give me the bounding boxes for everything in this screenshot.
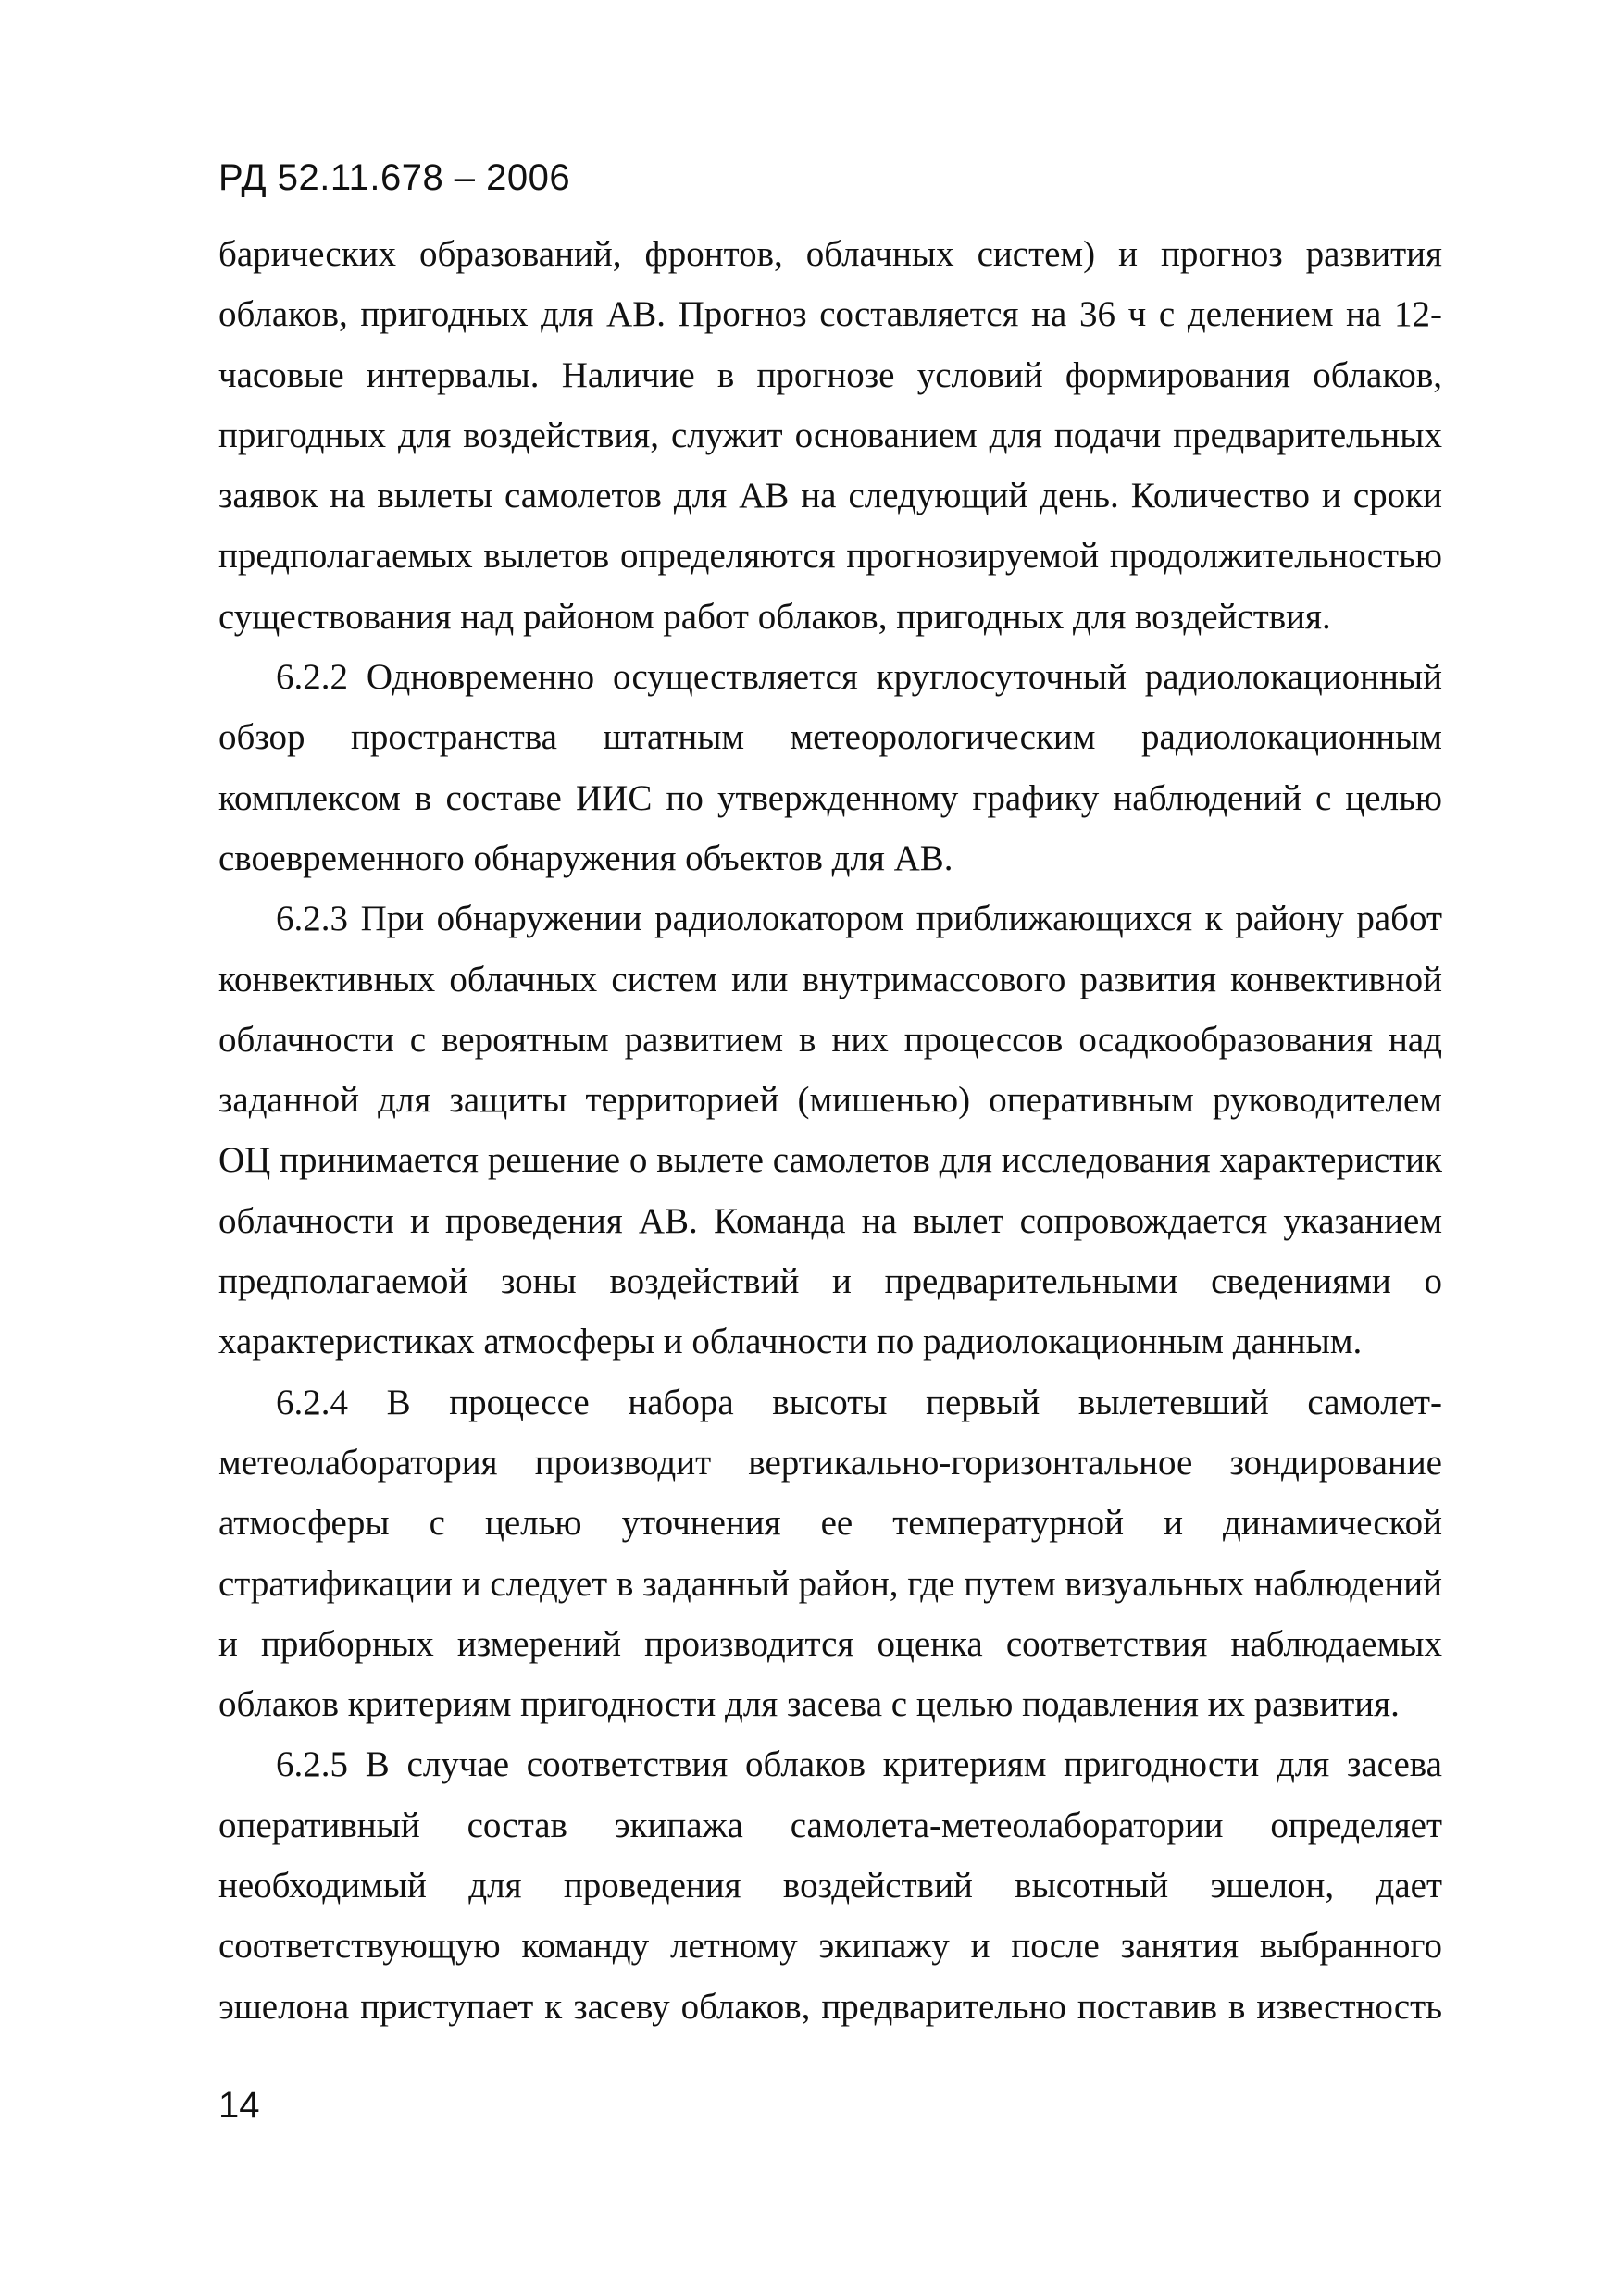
paragraph-6-2-5: 6.2.5 В случае соответствия облаков критериям пригодности для засева оперативный состав экипажа самолета-метеолаборатории определяет необходимый для проведения воздействий высотный эшелон, дает соответствующую команду летному экипажу и после занятия выбранного эшелона приступает к засеву облаков, предварительно поставив в известность xyxy=(218,1744,1442,2027)
document-code: РД 52.11.678 – 2006 xyxy=(218,157,571,198)
page-number-text: 14 xyxy=(218,2085,260,2126)
paragraph-continuation: барических образований, фронтов, облачных систем) и прогноз развития облаков, пригодных для АВ. Прогноз составляется на 36 ч с делением на 12-часовые интервалы. Наличие в прогнозе условий формирования облаков, пригодных для воздействия, служит основанием для подачи предварительных заявок на вылеты самолетов для АВ на следующий день. Количество и сроки предполагаемых вылетов определяются прогнозируемой продолжительностью существования над районом работ облаков, пригодных для воздействия. xyxy=(218,234,1442,637)
document-header xyxy=(218,157,570,199)
paragraph-6-2-4: 6.2.4 В процессе набора высоты первый вылетевший самолет-метеолаборатория производит вертикально-горизонтальное зондирование атмосферы с целью уточнения ее температурной и динамической стратификации и следует в заданный район, где путем визуальных наблюдений и приборных измерений производится оценка соответствия наблюдаемых облаков критериям пригодности для засева с целью подавления их развития. xyxy=(218,1382,1442,1725)
paragraph-6-2-2: 6.2.2 Одновременно осуществляется круглосуточный радиолокационный обзор пространства штатным метеорологическим радиолокационным комплексом в составе ИИС по утвержденному графику наблюдений с целью своевременного обнаружения объектов для АВ. xyxy=(218,657,1442,878)
page-number xyxy=(218,2085,260,2127)
page-body xyxy=(218,224,1442,2037)
paragraph-6-2-3: 6.2.3 При обнаружении радиолокатором приближающихся к району работ конвективных облачных систем или внутримассового развития конвективной облачности с вероятным развитием в них процессов осадкообразования над заданной для защиты территорией (мишенью) оперативным руководителем ОЦ принимается решение о вылете самолетов для исследования характеристик облачности и проведения АВ. Команда на вылет сопровождается указанием предполагаемой зоны воздействий и предварительными сведениями о характеристиках атмосферы и облачности по радиолокационным данным. xyxy=(218,899,1442,1362)
